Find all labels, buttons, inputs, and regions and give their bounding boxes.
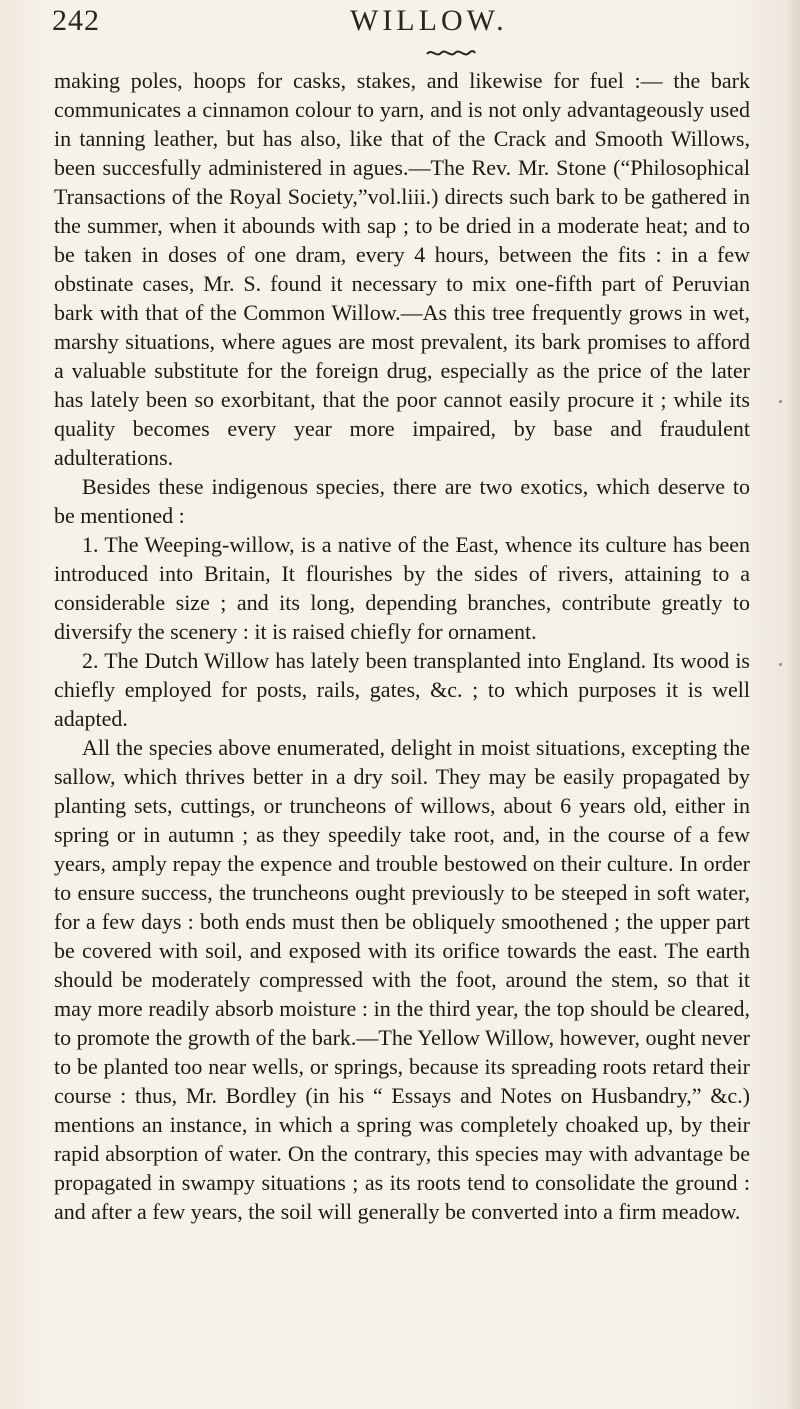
page-header — [52, 4, 752, 48]
scan-mark — [779, 400, 782, 403]
paragraph-5: All the species above enumerated, delight in moist situations, excepting the sallow, which thrives better in a dry soil. They may be easily propagated by planting sets, cuttings, or truncheons of willows, about 6 years old, either in spring or in autumn ; as they speedily take root, and, in the course of a few years, amply repay the expence and trouble bestowed on their culture. In order to ensure success, the truncheons ought previously to be steeped in soft water, for a few days : both ends must then be obliquely smoothened ; the upper part be covered with soil, and exposed with its orifice towards the east. The earth should be moderately compressed with the foot, around the stem, so that it may more readily absorb moisture : in the third year, the top should be cleared, to promote the growth of the bark.—The Yellow Willow, however, ought never to be planted too near wells, or springs, because its spreading roots retard their course : thus, Mr. Bordley (in his “ Essays and Notes on Husbandry,” &c.) mentions an instance, in which a spring was completely choaked up, by their rapid absorption of water. On the contrary, this species may with advantage be propagated in swampy situations ; as its roots tend to consolidate the ground : and after a few years, the soil will generally be converted into a firm meadow. — [54, 735, 750, 1224]
page-number: 242 — [52, 4, 100, 37]
paragraph-1: making poles, hoops for casks, stakes, and likewise for fuel :— the bark communicates a cinnamon colour to yarn, and is not only advantageously used in tanning leather, but has also, like that of the Crack and Smooth Willows, been succesfully administered in agues.—The Rev. Mr. Stone (“Philosophical Transactions of the Royal Society,”vol.liii.) directs such bark to be gathered in the summer, when it abounds with sap ; to be dried in a moderate heat; and to be taken in doses of one dram, every 4 hours, between the fits : in a few obstinate cases, Mr. S. found it necessary to mix one-fifth part of Peruvian bark with that of the Common Willow.—As this tree frequently grows in wet, marshy situations, where agues are most prevalent, its bark promises to afford a valuable substitute for the foreign drug, especially as the price of the later has lately been so exorbitant, that the poor cannot easily procure it ; while its quality becomes every year more impaired, by base and fraudulent adulterations. — [54, 68, 750, 470]
paragraph-4: 2. The Dutch Willow has lately been transplanted into England. Its wood is chiefly employed for posts, rails, gates, &c. ; to which purposes it is well adapted. — [54, 648, 750, 731]
body-text — [54, 66, 750, 1226]
running-head: WILLOW. — [350, 4, 508, 37]
scan-mark — [779, 663, 782, 666]
paragraph-2: Besides these indigenous species, there are two exotics, which deserve to be mentioned : — [54, 474, 750, 528]
decorative-ornament — [425, 47, 477, 59]
paragraph-3: 1. The Weeping-willow, is a native of the East, whence its culture has been introduced into Britain, It flourishes by the sides of rivers, attaining to a considerable size ; and its long, depending branches, contribute greatly to diversify the scenery : it is raised chiefly for ornament. — [54, 532, 750, 644]
page-edge-shadow — [786, 0, 800, 1409]
